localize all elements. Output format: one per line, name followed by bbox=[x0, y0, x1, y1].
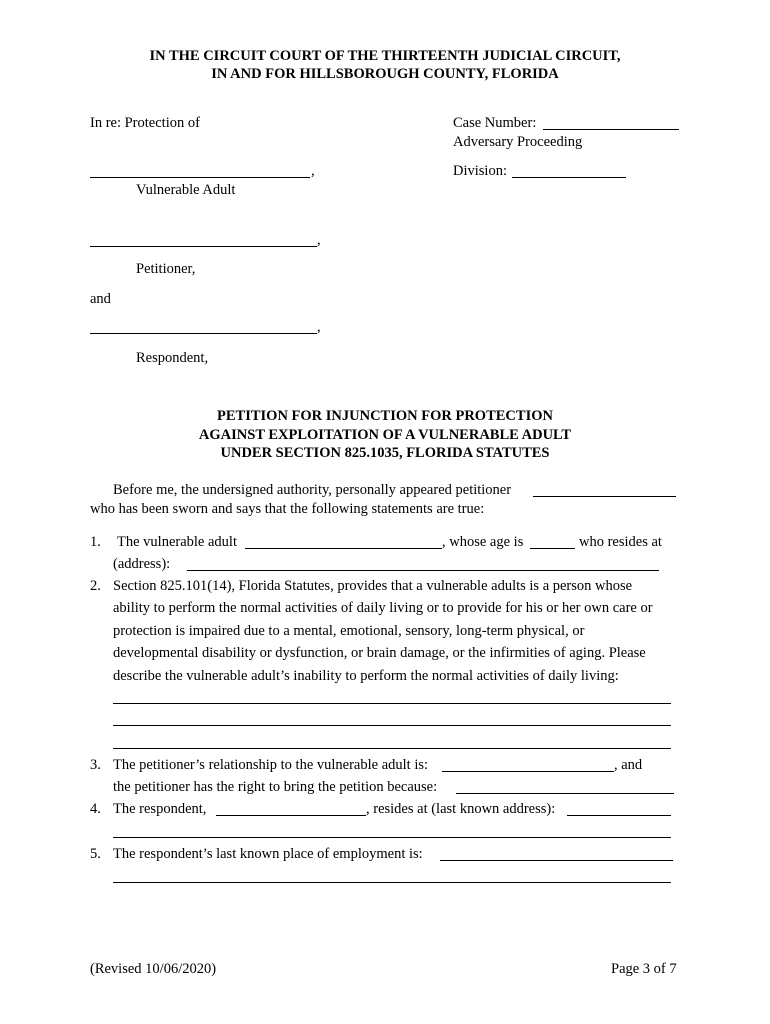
court-header-line-2: IN AND FOR HILLSBOROUGH COUNTY, FLORIDA bbox=[211, 66, 559, 82]
item-number-4: 4. bbox=[90, 801, 101, 817]
employment-line-2[interactable] bbox=[113, 882, 671, 883]
item4-text-a: The respondent, bbox=[113, 801, 207, 817]
comma: , bbox=[311, 163, 315, 179]
item-number-1: 1. bbox=[90, 534, 101, 550]
respondent-name-line[interactable] bbox=[90, 333, 317, 334]
item-number-3: 3. bbox=[90, 757, 101, 773]
relationship-line[interactable] bbox=[442, 771, 614, 772]
item2-line-2: ability to perform the normal activities of daily living or to provide for his or her own care or bbox=[113, 600, 653, 616]
item1-address-label: (address): bbox=[113, 556, 171, 572]
item2-line-1: Section 825.101(14), Florida Statutes, provides that a vulnerable adults is a person whose bbox=[113, 578, 633, 594]
case-number-label: Case Number: bbox=[453, 115, 537, 131]
item1-text-b: , whose age is bbox=[442, 534, 524, 550]
vulnerable-adult-line[interactable] bbox=[245, 548, 442, 549]
description-line-3[interactable] bbox=[113, 748, 671, 749]
item2-line-5: describe the vulnerable adult’s inability to perform the normal activities of daily living: bbox=[113, 668, 619, 684]
in-re-label: In re: Protection of bbox=[90, 115, 200, 131]
respondent-address-line-1[interactable] bbox=[567, 815, 671, 816]
employment-line-1[interactable] bbox=[440, 860, 673, 861]
item3-text-a: The petitioner’s relationship to the vulnerable adult is: bbox=[113, 757, 429, 773]
comma: , bbox=[317, 319, 321, 335]
page-number: Page 3 of 7 bbox=[611, 961, 677, 977]
item3-text-c: the petitioner has the right to bring the petition because: bbox=[113, 779, 438, 795]
petition-title-line-2: AGAINST EXPLOITATION OF A VULNERABLE ADULT bbox=[198, 427, 572, 443]
respondent-address-line-2[interactable] bbox=[113, 837, 671, 838]
item2-line-3: protection is impaired due to a mental, emotional, sensory, long-term physical, or bbox=[113, 623, 585, 639]
comma: , bbox=[317, 232, 321, 248]
item-number-5: 5. bbox=[90, 846, 101, 862]
item4-text-b: , resides at (last known address): bbox=[366, 801, 556, 817]
case-number-line[interactable] bbox=[543, 129, 679, 130]
item2-line-4: developmental disability or dysfunction, or brain damage, or the infirmities of aging. Please bbox=[113, 645, 646, 661]
petition-title-line-3: UNDER SECTION 825.1035, FLORIDA STATUTES bbox=[220, 445, 550, 461]
item5-text-a: The respondent’s last known place of employment is: bbox=[113, 846, 423, 862]
item3-text-b: , and bbox=[614, 757, 643, 773]
item1-text-c: who resides at bbox=[579, 534, 662, 550]
petitioner-name-line[interactable] bbox=[90, 246, 317, 247]
vulnerable-adult-name-line[interactable] bbox=[90, 177, 310, 178]
petition-title-line-1: PETITION FOR INJUNCTION FOR PROTECTION bbox=[217, 408, 553, 424]
intro-line-2: who has been sworn and says that the following statements are true: bbox=[90, 501, 485, 517]
respondent-line[interactable] bbox=[216, 815, 366, 816]
division-line[interactable] bbox=[512, 177, 626, 178]
division-label: Division: bbox=[453, 163, 507, 179]
right-to-petition-line[interactable] bbox=[456, 793, 674, 794]
vulnerable-adult-label: Vulnerable Adult bbox=[136, 182, 236, 198]
petitioner-appeared-line[interactable] bbox=[533, 496, 676, 497]
court-header-line-1: IN THE CIRCUIT COURT OF THE THIRTEENTH JUDICIAL CIRCUIT, bbox=[149, 48, 621, 64]
respondent-label: Respondent, bbox=[136, 350, 209, 366]
age-line[interactable] bbox=[530, 548, 575, 549]
and-label: and bbox=[90, 291, 111, 307]
adversary-proceeding-label: Adversary Proceeding bbox=[453, 134, 583, 150]
petitioner-label: Petitioner, bbox=[136, 261, 196, 277]
item-number-2: 2. bbox=[90, 578, 101, 594]
description-line-1[interactable] bbox=[113, 703, 671, 704]
description-line-2[interactable] bbox=[113, 725, 671, 726]
intro-line-1: Before me, the undersigned authority, personally appeared petitioner bbox=[113, 482, 512, 498]
item1-text-a: The vulnerable adult bbox=[117, 534, 237, 550]
revised-date: (Revised 10/06/2020) bbox=[90, 961, 217, 977]
address-line[interactable] bbox=[187, 570, 659, 571]
